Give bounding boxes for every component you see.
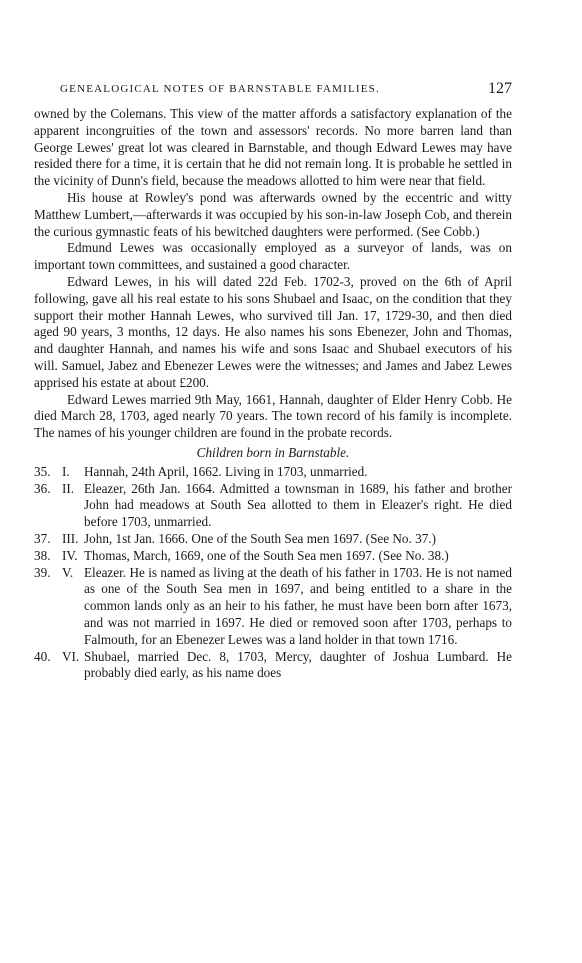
entry-roman: VI. [62,648,80,664]
paragraph: Edward Lewes married 9th May, 1661, Hannah, daughter of Elder Henry Cobb. He died March 28, 1703, aged nearly 70 years. The town record of his family is incomplete. The names of his younger children are found in the probate records. [34,391,512,441]
entry-text: Thomas, March, 1669, one of the South Sea men 1697. (See No. 38.) [84,547,449,563]
entry-number: 39. [34,564,51,580]
child-entry [34,565,512,649]
entry-text: Eleazer, 26th Jan. 1664. Admitted a townsman in 1689, his father and brother John had meadows at South Sea allotted to them in Eleazer's right. He died before 1703, unmarried. [84,480,512,530]
entry-text: Shubael, married Dec. 8, 1703, Mercy, daughter of Joshua Lumbard. He probably died early, as his name does [84,648,512,681]
paragraph: owned by the Colemans. This view of the matter affords a satisfactory explanation of the apparent incongruities of the town and assessors' records. No more barren land than George Lewes' great lot was cleared in Barnstable, and though Edward Lewes may have resided there for a time, it is certain that he did not remain long. It is probable he settled in the vicinity of Dunn's field, because the meadows allotted to him were near that field. [34,106,512,189]
child-entry [34,531,512,548]
paragraph: His house at Rowley's pond was afterwards owned by the eccentric and witty Matthew Lumbert,—afterwards it was occupied by his son-in-law Joseph Cob, and therein the curious gymnastic feats of his bewitched daughters were performed. (See Cobb.) [34,189,512,239]
page-number: 127 [488,80,512,97]
entry-roman: V. [62,564,74,580]
entry-number: 40. [34,648,51,664]
entry-roman: I. [62,463,70,479]
entry-roman: II. [62,480,75,496]
entry-text: John, 1st Jan. 1666. One of the South Sea men 1697. (See No. 37.) [84,530,436,546]
child-entry [34,481,512,531]
section-heading: Children born in Barnstable. [196,444,350,460]
child-entry [34,548,512,565]
page-body [34,106,512,682]
child-entry [34,649,512,683]
entry-roman: IV. [62,547,78,563]
entry-text: Eleazer. He is named as living at the death of his father in 1703. He is not named as one of the South Sea men in 1697, and being entitled to a share in the common lands only as an heir to his father, he must have been born after 1673, and was not married in 1697. He died or removed soon after 1703, perhaps to Falmouth, for an Ebenezer Lewes was a land holder in that town 1716. [84,564,512,647]
entry-roman: III. [62,530,79,546]
page-header [60,80,512,100]
running-title: GENEALOGICAL NOTES OF BARNSTABLE FAMILIES. [60,83,380,95]
entry-number: 37. [34,530,51,546]
entry-text: Hannah, 24th April, 1662. Living in 1703, unmarried. [84,463,368,479]
paragraph: Edmund Lewes was occasionally employed as a surveyor of lands, was on important town committees, and sustained a good character. [34,240,512,273]
entry-number: 36. [34,480,51,496]
child-entry [34,464,512,481]
entry-number: 35. [34,463,51,479]
paragraph: Edward Lewes, in his will dated 22d Feb. 1702-3, proved on the 6th of April following, gave all his real estate to his sons Shubael and Isaac, on the condition that they support their mother Hannah Lewes, who survived till Jan. 17, 1729-30, and then died aged 90 years, 3 months, 12 days. He also names his sons Ebenezer, John and Thomas, and daughter Hannah, and names his wife and sons Isaac and Shubael executors of his will. Samuel, Jabez and Ebenezer Lewes were the witnesses; and James and Jabez Lewes apprised his estate at about £200. [34,273,512,390]
entry-number: 38. [34,547,51,563]
